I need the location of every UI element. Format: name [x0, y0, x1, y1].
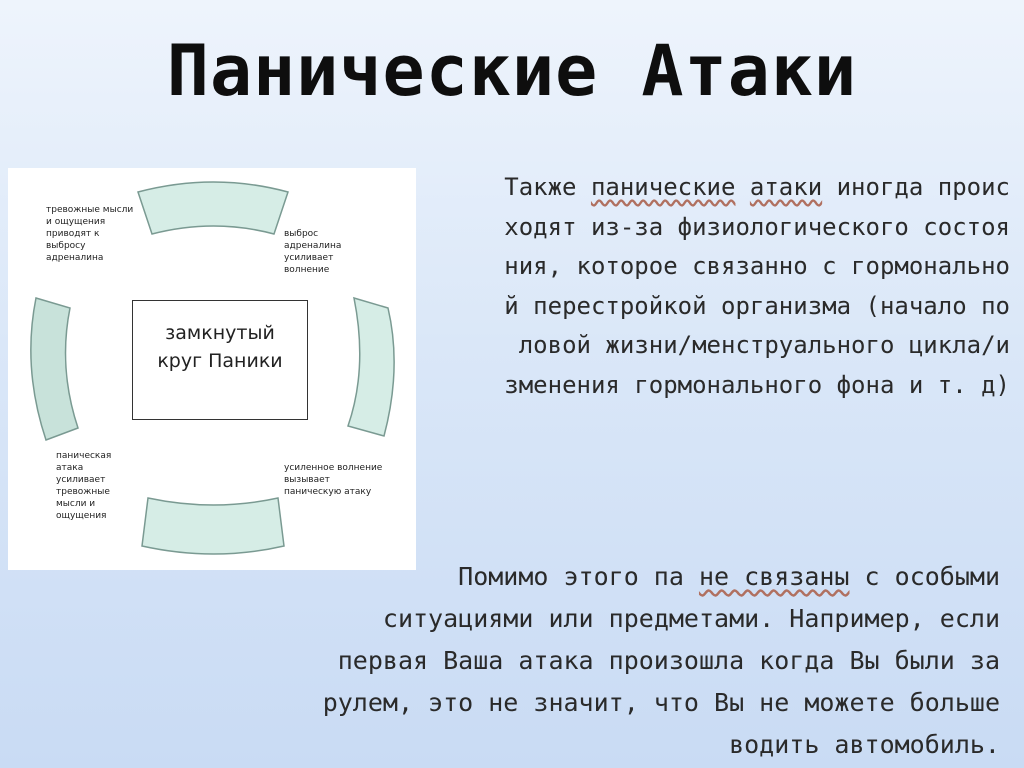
paragraph2-line: ситуациями или предметами. Например, если — [382, 604, 1000, 633]
paragraph1-line: ния, которое связанно с гормонально — [504, 252, 1010, 280]
paragraph-hormonal — [360, 168, 1010, 405]
note-bottom-left: паническая атака усиливает тревожные мысли и ощущения — [56, 451, 112, 521]
note-bottom-right: усиленное волнение вызывает паническую атаку — [284, 463, 383, 497]
cycle-segment-top — [138, 182, 288, 234]
center-label-line-2: круг Паники — [157, 350, 283, 372]
diagram-center-box — [132, 300, 308, 420]
cycle-segment-left — [31, 298, 78, 440]
paragraph1-line: й перестройкой организма (начало по — [504, 291, 1010, 320]
paragraph2-line: Помимо этого па не связаны с особыми — [458, 562, 1000, 591]
paragraph2-line: первая Ваша атака произошла когда Вы были за — [337, 646, 1000, 675]
paragraph1-line: ловой жизни/менструального цикла/и — [518, 331, 1010, 359]
slide-title: Панические Атаки — [166, 30, 858, 112]
center-label-line-1: замкнутый — [165, 322, 275, 344]
note-top-right: выброс адреналина усиливает волнение — [284, 229, 342, 275]
panic-cycle-diagram — [8, 168, 416, 570]
paragraph1-line: Также панические атаки иногда проис — [504, 173, 1010, 201]
paragraph1-line: ходят из-за физиологического состоя — [504, 212, 1010, 241]
paragraph2-line: водить автомобиль. — [729, 730, 1000, 759]
paragraph1-line: зменения гормонального фона и т. д) — [504, 370, 1010, 399]
paragraph-situations — [100, 556, 1000, 766]
cycle-segment-bottom — [142, 498, 284, 554]
paragraph2-line: рулем, это не значит, что Вы не можете больше — [322, 688, 1000, 717]
note-top-left: тревожные мысли и ощущения приводят к выбросу адреналина — [46, 205, 134, 263]
